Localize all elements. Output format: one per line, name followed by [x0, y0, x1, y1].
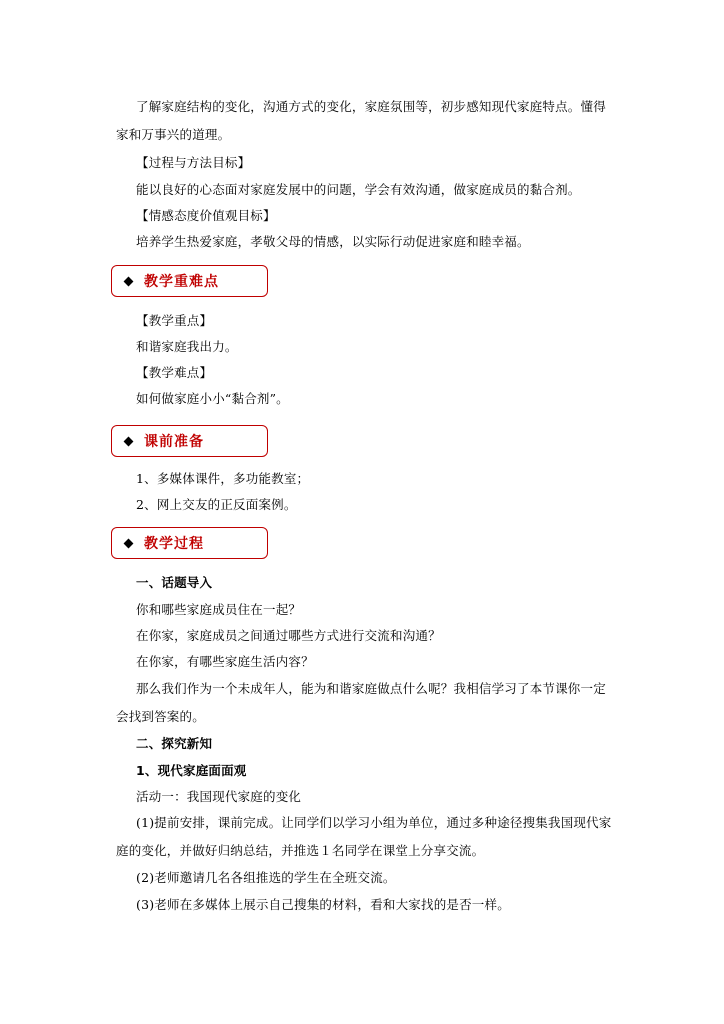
emotion-goal-text: 培养学生热爱家庭，孝敬父母的情感，以实际行动促进家庭和睦幸福。: [136, 234, 530, 249]
section-header-process: [111, 527, 268, 559]
question-2: 在你家，家庭成员之间通过哪些方式进行交流和沟通？: [136, 628, 441, 643]
emotion-goal-title: 【情感态度价值观目标】: [136, 208, 276, 223]
step-1-line-2: 庭的变化，并做好归纳总结，并推选１名同学在课堂上分享交流。: [116, 843, 485, 858]
step-2: (2)老师邀请几名各组推选的学生在全班交流。: [136, 870, 396, 885]
section-title-preparation: 课前准备: [144, 434, 204, 450]
part1-title: 一、话题导入: [136, 575, 213, 590]
difficulty-text: 如何做家庭小小“黏合剂”。: [136, 391, 289, 406]
intro-line-2: 家和万事兴的道理。: [116, 127, 231, 142]
sub1-title: 1、现代家庭面面观: [136, 763, 247, 778]
preparation-item-2: 2、网上交友的正反面案例。: [136, 497, 297, 512]
lead-line-1: 那么我们作为一个未成年人，能为和谐家庭做点什么呢？我相信学习了本节课你一定: [136, 681, 606, 696]
lead-line-2: 会找到答案的。: [116, 709, 205, 724]
difficulty-title: 【教学难点】: [136, 365, 213, 380]
section-header-key-points: [111, 265, 268, 297]
diamond-bullet-icon: [124, 436, 134, 446]
diamond-bullet-icon: [124, 276, 134, 286]
focus-title: 【教学重点】: [136, 313, 213, 328]
step-1-line-1: (1)提前安排，课前完成。让同学们以学习小组为单位，通过多种途径搜集我国现代家: [136, 815, 612, 830]
part2-title: 二、探究新知: [136, 736, 213, 751]
question-1: 你和哪些家庭成员住在一起？: [136, 602, 302, 617]
section-title-process: 教学过程: [144, 536, 204, 552]
diamond-bullet-icon: [124, 538, 134, 548]
focus-text: 和谐家庭我出力。: [136, 339, 238, 354]
preparation-item-1: 1、多媒体课件，多功能教室；: [136, 471, 310, 486]
activity-1: 活动一：我国现代家庭的变化: [136, 789, 302, 804]
step-3: (3)老师在多媒体上展示自己搜集的材料，看和大家找的是否一样。: [136, 897, 510, 912]
section-header-preparation: [111, 425, 268, 457]
process-goal-text: 能以良好的心态面对家庭发展中的问题，学会有效沟通，做家庭成员的黏合剂。: [136, 182, 581, 197]
process-goal-title: 【过程与方法目标】: [136, 155, 251, 170]
intro-line-1: 了解家庭结构的变化，沟通方式的变化，家庭氛围等，初步感知现代家庭特点。懂得: [136, 99, 606, 114]
section-title-key-points: 教学重难点: [144, 274, 219, 290]
question-3: 在你家，有哪些家庭生活内容？: [136, 654, 314, 669]
